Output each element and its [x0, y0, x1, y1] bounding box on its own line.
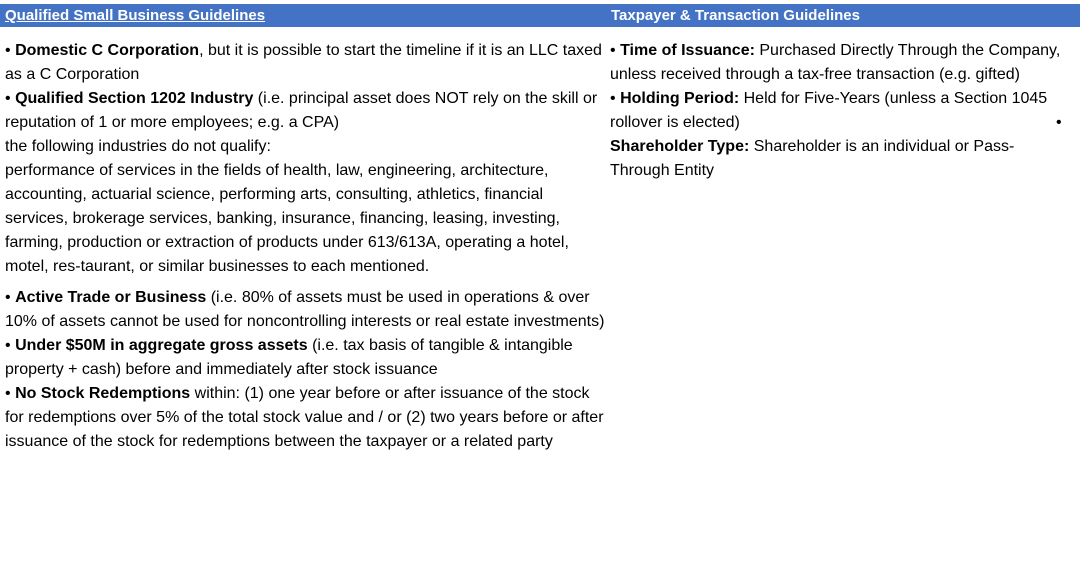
item-title: Active Trade or Business	[15, 289, 207, 306]
bullet: •	[610, 42, 616, 59]
list-item	[5, 135, 605, 159]
stray-bullet: •	[1056, 114, 1062, 131]
list-item	[610, 135, 1070, 183]
list-item	[5, 334, 605, 382]
list-item	[5, 39, 605, 87]
item-title: Shareholder Type:	[610, 138, 750, 155]
item-text: , but it is possible to start the timeline if it is an LLC taxed as a C Corporation	[5, 42, 602, 83]
item-text: (i.e. 80% of assets must be used in operations & over 10% of assets cannot be used for noncontrolling interests or real estate investments)	[5, 289, 605, 330]
item-text: (i.e. tax basis of tangible & intangible property + cash) before and immediately after stock issuance	[5, 337, 573, 378]
right-column	[610, 39, 1070, 183]
item-text: performance of services in the fields of health, law, engineering, architecture, accounting, actuarial science, performing arts, consulting, athletics, financial services, brokerage services, banking, insurance, financing, leasing, investing, farming, production or extraction of products under 613/613A, operating a hotel, motel, res-taurant, or similar businesses to each mentioned.	[5, 162, 569, 275]
bullet: •	[5, 289, 11, 306]
item-text: the following industries do not qualify:	[5, 138, 271, 155]
list-item	[5, 382, 605, 454]
item-title: Under $50M in aggregate gross assets	[15, 337, 308, 354]
item-text: Purchased Directly Through the Company, unless received through a tax-free transaction (e.g. gifted)	[610, 42, 1061, 83]
item-title: No Stock Redemptions	[15, 385, 191, 402]
item-title: Domestic C Corporation	[15, 42, 200, 59]
bullet: •	[610, 90, 616, 107]
item-title: Qualified Section 1202 Industry	[15, 90, 254, 107]
list-item	[5, 286, 605, 334]
bullet: •	[5, 42, 11, 59]
bullet: •	[5, 337, 11, 354]
bullet: •	[5, 90, 11, 107]
list-item	[5, 159, 605, 279]
item-text: Held for Five-Years (unless a Section 1045 rollover is elected)	[610, 90, 1048, 131]
item-text: within: (1) one year before or after issuance of the stock for redemptions over 5% of the total stock value and / or (2) two years before or after issuance of the stock for redemptions between the taxpayer or a related party	[5, 385, 604, 450]
bullet: •	[5, 385, 11, 402]
left-column	[5, 39, 605, 454]
header-taxpayer-transaction: Taxpayer & Transaction Guidelines	[611, 7, 860, 24]
item-title: Holding Period:	[620, 90, 740, 107]
item-text: (i.e. principal asset does NOT rely on the skill or reputation of 1 or more employees; e.g. a CPA)	[5, 90, 598, 131]
list-item	[610, 87, 1070, 135]
item-text: Shareholder is an individual or Pass-Through Entity	[610, 138, 1015, 179]
item-title: Time of Issuance:	[620, 42, 755, 59]
header-qualified-small-business: Qualified Small Business Guidelines	[5, 7, 266, 24]
list-item	[5, 87, 605, 135]
list-item	[610, 39, 1070, 87]
